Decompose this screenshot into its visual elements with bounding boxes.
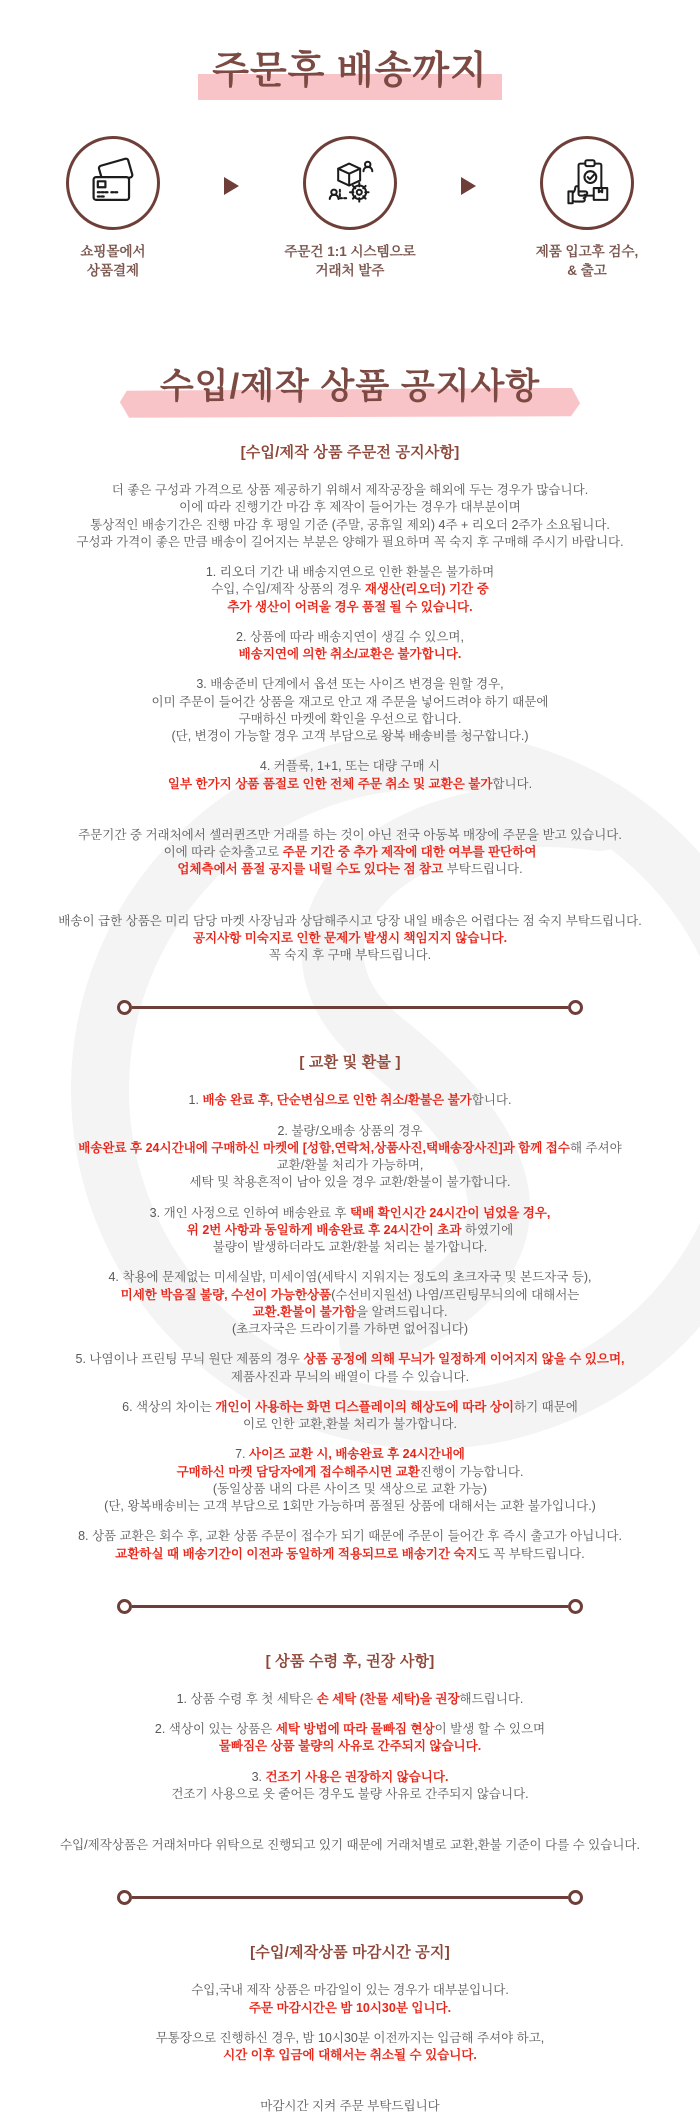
- alert-text: 배송 완료 후, 단순변심으로 인한 취소/환불은 불가: [202, 1093, 472, 1108]
- notice-line: [0, 1528, 700, 1545]
- notice-paragraph: [0, 2098, 700, 2115]
- section-heading: [ 상품 수령 후, 권장 사항]: [265, 1652, 435, 1670]
- alert-text: 주문 기간 중 추가 제작에 대한 여부를 판단하여: [282, 845, 537, 860]
- divider-endpoint-icon: [568, 1599, 583, 1614]
- notice-line: [0, 1222, 700, 1239]
- section-divider: [117, 1000, 583, 1015]
- notice-line: [0, 1416, 700, 1433]
- notice-paragraph: [0, 1399, 700, 1434]
- notice-line: [0, 1738, 700, 1755]
- body-text: 도 꼭 부탁드립니다.: [477, 1546, 585, 1561]
- notice-line: [0, 1498, 700, 1515]
- notice-line: [0, 599, 700, 616]
- step-circle: [66, 136, 160, 230]
- notice-line: [0, 1304, 700, 1321]
- notice-line: [0, 1721, 700, 1738]
- body-text: (단, 왕복배송비는 고객 부담으로 1회만 가능하며 품절된 상품에 대해서는 교환 불가입니다.): [104, 1499, 596, 1514]
- body-text: 마감시간 지켜 주문 부탁드립니다: [260, 2099, 440, 2114]
- body-text: 수입,국내 제작 상품은 마감일이 있는 경우가 대부분입니다.: [191, 1983, 509, 1998]
- body-text: 3. 개인 사정으로 인하여 배송완료 후: [149, 1205, 350, 1220]
- body-text: (수선비지원선) 나염/프린팅무늬의에 대해서는: [331, 1287, 580, 1302]
- alert-text: 교환.환불이 불가함: [252, 1304, 357, 1319]
- notice-line: [0, 1691, 700, 1708]
- body-text: (초크자국은 드라이기를 가하면 없어집니다): [231, 1322, 469, 1337]
- alert-text: 택배 확인시간 24시간이 넘었을 경우,: [350, 1205, 551, 1220]
- body-text: 이미 주문이 들어간 상품을 재고로 안고 재 주문을 넣어드려야 하기 때문에: [151, 694, 549, 709]
- notice-paragraph: [0, 1721, 700, 1756]
- page-title: [212, 50, 488, 94]
- alert-text: 구매하신 마켓 담당자에게 접수해주시면 교환: [176, 1464, 420, 1479]
- notice-line: [0, 1982, 700, 1999]
- alert-text: 공지사항 미숙지로 인한 문제가 발생시 책임지지 않습니다.: [192, 930, 508, 945]
- notice-section: [0, 1051, 700, 1563]
- alert-text: 위 2번 사항과 동일하게 배송완료 후 24시간이 초과: [186, 1222, 465, 1237]
- body-text: 7.: [235, 1447, 250, 1462]
- body-text: 하기 때문에: [514, 1399, 578, 1414]
- notice-line: [0, 534, 700, 551]
- notice-line: [0, 1399, 700, 1416]
- notice-line: [0, 947, 700, 964]
- notice-paragraph: [0, 564, 700, 616]
- notice-line: [0, 2030, 700, 2047]
- page-title-wrap: [0, 50, 700, 94]
- notice-title: [160, 367, 540, 407]
- section-heading: [수입/제작상품 마감시간 공지]: [250, 1944, 450, 1962]
- step-payment: [28, 136, 198, 281]
- order-system-icon: [323, 156, 377, 210]
- step-circle: [540, 136, 634, 230]
- divider-endpoint-icon: [568, 1890, 583, 1905]
- alert-text: 일부 한가지 상품 품절로 인한 전체 주문 취소 및 교환은 불가: [167, 776, 493, 791]
- notice-line: [0, 517, 700, 534]
- notice-line: [0, 1092, 700, 1109]
- body-text: 3. 배송준비 단계에서 옵션 또는 사이즈 변경을 원할 경우,: [196, 677, 504, 692]
- alert-text: 배송완료 후 24시간내에 구매하신 마켓에 [성함,연락처,상품사진,택배송장사진]과 함께 접수: [78, 1140, 570, 1155]
- notice-line: [0, 1174, 700, 1191]
- body-text: 불량이 발생하더라도 교환/환불 처리는 불가합니다.: [212, 1240, 488, 1255]
- notice-line: [0, 2047, 700, 2064]
- notice-line: [0, 646, 700, 663]
- notice-paragraph: [0, 1205, 700, 1257]
- notice-line: [0, 913, 700, 930]
- notice-line: [0, 2000, 700, 2017]
- divider-endpoint-icon: [568, 1000, 583, 1015]
- notice-paragraph: [0, 482, 700, 551]
- notice-line: [0, 676, 700, 693]
- alert-text: 업체측에서 품절 공지를 내릴 수도 있다는 점 참고: [177, 862, 447, 877]
- body-text: 세탁 및 착용흔적이 남아 있을 경우 교환/환불이 불가합니다.: [189, 1175, 511, 1190]
- credit-card-icon: [86, 156, 140, 210]
- alert-text: 세탁 방법에 따라 물빠짐 현상: [275, 1722, 435, 1737]
- notice-line: [0, 930, 700, 947]
- body-text: 1. 리오더 기간 내 배송지연으로 인한 환불은 불가하며: [205, 565, 495, 580]
- body-text: 더 좋은 구성과 가격으로 상품 제공하기 위해서 제작공장을 해외에 두는 경우가 많습니다.: [111, 483, 589, 498]
- step-circle: [303, 136, 397, 230]
- notice-paragraph: [0, 1092, 700, 1109]
- notice-sections: [0, 441, 700, 2116]
- notice-line: [0, 776, 700, 793]
- notice-line: [0, 1239, 700, 1256]
- notice-line: [0, 758, 700, 775]
- notice-title-text: 수입/제작 상품 공지사항: [159, 366, 541, 406]
- notice-line: [0, 728, 700, 745]
- body-text: 이로 인한 교환,환불 처리가 불가합니다.: [242, 1417, 458, 1432]
- alert-text: 상품 공정에 의해 무늬가 일정하게 이어지지 않을 수 있으며,: [303, 1352, 625, 1367]
- alert-text: 미세한 박음질 불량, 수선이 가능한상품: [120, 1287, 332, 1302]
- notice-line: [0, 1269, 700, 1286]
- notice-line: [0, 1205, 700, 1222]
- notice-line: [0, 1769, 700, 1786]
- body-text: 이 발생 할 수 있으며: [434, 1722, 546, 1737]
- notice-line: [0, 861, 700, 878]
- notice-line: [0, 827, 700, 844]
- body-text: 무통장으로 진행하신 경우, 밤 10시30분 이전까지는 입금해 주셔야 하고,: [155, 2030, 545, 2045]
- notice-paragraph: [0, 1446, 700, 1515]
- notice-paragraph: [0, 1123, 700, 1192]
- notice-line: [0, 2098, 700, 2115]
- alert-text: 건조기 사용은 권장하지 않습니다.: [265, 1769, 449, 1784]
- notice-line: [0, 1837, 700, 1854]
- body-text: 주문기간 중 거래처에서 셀러퀸즈만 거래를 하는 것이 아닌 전국 아동복 매장에 주문을 받고 있습니다.: [78, 827, 622, 842]
- notice-line: [0, 694, 700, 711]
- alert-text: 물빠짐은 상품 불량의 사유로 간주되지 않습니다.: [218, 1739, 482, 1754]
- body-text: 2. 색상이 있는 상품은: [154, 1722, 276, 1737]
- step-label: 제품 입고후 검수, & 출고: [535, 243, 639, 279]
- alert-text: 개인이 사용하는 화면 디스플레이의 해상도에 따라 상이: [215, 1399, 514, 1414]
- notice-paragraph: [0, 1837, 700, 1854]
- notice-paragraph: [0, 1528, 700, 1563]
- divider-line: [132, 1896, 568, 1899]
- section-heading: [ 교환 및 환불 ]: [299, 1054, 401, 1072]
- body-text: 이에 따라 진행기간 마감 후 제작이 들어가는 경우가 대부분이며: [179, 500, 521, 515]
- step-label: 쇼핑몰에서 상품결제: [80, 243, 146, 279]
- divider-line: [132, 1605, 568, 1608]
- section-divider: [117, 1890, 583, 1905]
- body-text: 1. 상품 수령 후 첫 세탁은: [176, 1691, 317, 1706]
- notice-title-wrap: [0, 367, 700, 407]
- notice-paragraph: [0, 1769, 700, 1804]
- alert-text: 재생산(리오더) 기간 중: [364, 582, 489, 597]
- notice-paragraph: [0, 827, 700, 879]
- notice-line: [0, 1786, 700, 1803]
- step-label: 주문건 1:1 시스템으로 거래처 발주: [284, 243, 416, 279]
- body-text: 8. 상품 교환은 회수 후, 교환 상품 주문이 접수가 되기 때문에 주문이 들어간 후 즉시 출고가 아닙니다.: [78, 1529, 622, 1544]
- body-text: 합니다.: [471, 1093, 512, 1108]
- body-text: 6. 색상의 차이는: [122, 1399, 216, 1414]
- notice-paragraph: [0, 1982, 700, 2017]
- notice-paragraph: [0, 913, 700, 965]
- body-text: 해 주셔야: [569, 1140, 622, 1155]
- notice-paragraph: [0, 676, 700, 745]
- alert-text: 추가 생산이 어려울 경우 품절 될 수 있습니다.: [227, 599, 473, 614]
- notice-line: [0, 1546, 700, 1563]
- body-text: 2. 상품에 따라 배송지연이 생길 수 있으며,: [236, 629, 464, 644]
- notice-paragraph: [0, 1351, 700, 1386]
- alert-text: 교환하실 때 배송기간이 이전과 동일하게 적용되므로 배송기간 숙지: [115, 1546, 478, 1561]
- body-text: 을 알려드립니다.: [356, 1304, 448, 1319]
- arrow-right-icon: [224, 177, 239, 195]
- notice-line: [0, 1369, 700, 1386]
- divider-endpoint-icon: [117, 1000, 132, 1015]
- divider-line: [132, 1006, 568, 1009]
- notice-line: [0, 1287, 700, 1304]
- notice-line: [0, 1446, 700, 1463]
- notice-section: [0, 1650, 700, 1855]
- step-inspection: [502, 136, 672, 281]
- notice-line: [0, 1123, 700, 1140]
- notice-section: [0, 1941, 700, 2115]
- notice-line: [0, 711, 700, 728]
- order-process-steps: [0, 136, 700, 281]
- divider-endpoint-icon: [117, 1890, 132, 1905]
- notice-line: [0, 564, 700, 581]
- notice-paragraph: [0, 758, 700, 793]
- notice-paragraph: [0, 629, 700, 664]
- body-text: 이에 따라 순차출고로: [163, 845, 283, 860]
- alert-text: 주문 마감시간은 밤 10시30분 입니다.: [248, 2000, 452, 2015]
- section-divider: [117, 1599, 583, 1614]
- body-text: 수입/제작상품은 거래처마다 위탁으로 진행되고 있기 때문에 거래처별로 교환,환불 기준이 다를 수 있습니다.: [60, 1838, 640, 1853]
- notice-line: [0, 1157, 700, 1174]
- notice-line: [0, 581, 700, 598]
- body-text: 2. 불량/오배송 상품의 경우: [277, 1123, 423, 1138]
- body-text: 5. 나염이나 프린팅 무늬 원단 제품의 경우: [75, 1352, 304, 1367]
- body-text: 해드립니다.: [459, 1691, 524, 1706]
- notice-line: [0, 482, 700, 499]
- notice-section: [0, 441, 700, 964]
- body-text: 구매하신 마켓에 확인을 우선으로 합니다.: [238, 711, 462, 726]
- body-text: 3.: [251, 1769, 266, 1784]
- body-text: 교환/환불 처리가 가능하며,: [276, 1158, 424, 1173]
- notice-paragraph: [0, 1691, 700, 1708]
- inspection-shipping-icon: [560, 156, 614, 210]
- alert-text: 손 세탁 (찬물 세탁)을 권장: [316, 1691, 460, 1706]
- page-title-text: 주문후 배송까지: [212, 50, 488, 92]
- notice-line: [0, 1140, 700, 1157]
- step-order-system: [265, 136, 435, 281]
- body-text: (단, 변경이 가능할 경우 고객 부담으로 왕복 배송비를 청구합니다.): [171, 729, 529, 744]
- body-text: 4. 착용에 문제없는 미세실밥, 미세이염(세탁시 지워지는 정도의 초크자국 및 본드자국 등),: [108, 1270, 592, 1285]
- body-text: 진행이 가능합니다.: [419, 1464, 524, 1479]
- alert-text: 배송지연에 의한 취소/교환은 불가합니다.: [238, 647, 462, 662]
- alert-text: 시간 이후 입금에 대해서는 취소될 수 있습니다.: [223, 2048, 477, 2063]
- notice-line: [0, 844, 700, 861]
- body-text: 건조기 사용으로 옷 줄어든 경우도 불량 사유로 간주되지 않습니다.: [171, 1786, 529, 1801]
- notice-line: [0, 1321, 700, 1338]
- body-text: 제품사진과 무늬의 배열이 다를 수 있습니다.: [230, 1369, 470, 1384]
- body-text: 수입, 수입/제작 상품의 경우: [211, 582, 365, 597]
- notice-paragraph: [0, 1269, 700, 1338]
- divider-endpoint-icon: [117, 1599, 132, 1614]
- body-text: 1.: [188, 1093, 203, 1108]
- notice-line: [0, 629, 700, 646]
- body-text: 통상적인 배송기간은 진행 마감 후 평일 기준 (주말, 공휴일 제외) 4주 + 리오더 2주가 소요됩니다.: [90, 517, 610, 532]
- notice-line: [0, 499, 700, 516]
- notice-line: [0, 1351, 700, 1368]
- body-text: 구성과 가격이 좋은 만큼 배송이 길어지는 부분은 양해가 필요하며 꼭 숙지 후 구매해 주시기 바랍니다.: [76, 534, 624, 549]
- notice-line: [0, 1464, 700, 1481]
- section-heading: [수입/제작 상품 주문전 공지사항]: [240, 444, 460, 462]
- arrow-right-icon: [461, 177, 476, 195]
- body-text: 하였기에: [464, 1222, 514, 1237]
- body-text: (동일상품 내의 다른 사이즈 및 색상으로 교환 가능): [212, 1481, 488, 1496]
- notice-line: [0, 1481, 700, 1498]
- body-text: 부탁드립니다.: [446, 862, 523, 877]
- notice-paragraph: [0, 2030, 700, 2065]
- body-text: 합니다.: [492, 776, 533, 791]
- alert-text: 사이즈 교환 시, 배송완료 후 24시간내에: [249, 1447, 465, 1462]
- body-text: 배송이 급한 상품은 미리 담당 마켓 사장님과 상담해주시고 당장 내일 배송은 어렵다는 점 숙지 부탁드립니다.: [58, 913, 642, 928]
- body-text: 4. 커플룩, 1+1, 또는 대량 구매 시: [259, 759, 441, 774]
- body-text: 꼭 숙지 후 구매 부탁드립니다.: [268, 948, 432, 963]
